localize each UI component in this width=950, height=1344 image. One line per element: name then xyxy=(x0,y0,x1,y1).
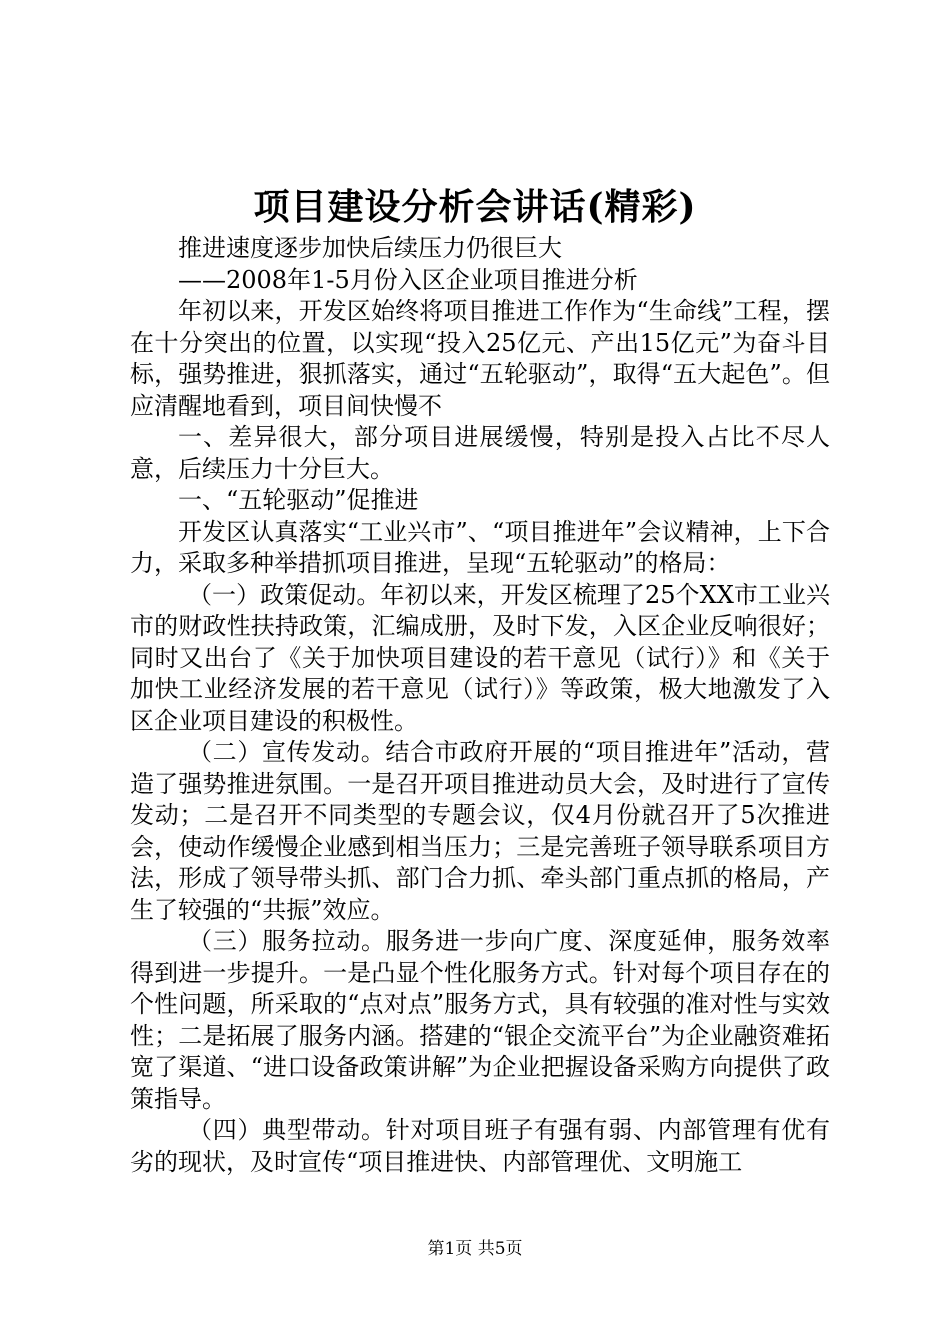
paragraph: （二）宣传发动。结合市政府开展的“项目推进年”活动，营造了强势推进氛围。一是召开项目推进动员大会，及时进行了宣传发动；二是召开不同类型的专题会议，仅4月份就召开了5次推进会，使动作缓慢企业感到相当压力；三是完善班子领导联系项目方法，形成了领导带头抓、部门合力抓、牵头部门重点抓的格局，产生了较强的“共振”效应。 xyxy=(130,738,830,924)
paragraph-subtitle: 推进速度逐步加快后续压力仍很巨大 xyxy=(178,234,562,262)
paragraph-subtitle-2: ——2008年1-5月份入区企业项目推进分析 xyxy=(178,265,638,294)
paragraph: （三）服务拉动。服务进一步向广度、深度延伸，服务效率得到进一步提升。一是凸显个性化服务方式。针对每个项目存在的个性问题，所采取的“点对点”服务方式，具有较强的准对性与实效性；二是拓展了服务内涵。搭建的“银企交流平台”为企业融资难拓宽了渠道、“进口设备政策讲解”为企业把握设备采购方向提供了政策指导。 xyxy=(130,927,830,1113)
paragraph: 开发区认真落实“工业兴市”、“项目推进年”会议精神，上下合力，采取多种举措抓项目推进，呈现“五轮驱动”的格局： xyxy=(130,517,830,577)
paragraph: （一）政策促动。年初以来，开发区梳理了25个XX市工业兴市的财政性扶持政策，汇编成册，及时下发，入区企业反响很好；同时又出台了《关于加快项目建设的若干意见（试行）》和《关于加快工业经济发展的若干意见（试行）》等政策，极大地激发了入区企业项目建设的积极性。 xyxy=(130,580,830,735)
document-title: 项目建设分析会讲话(精彩) xyxy=(253,186,697,228)
paragraph: （四）典型带动。针对项目班子有强有弱、内部管理有优有劣的现状，及时宣传“项目推进快、内部管理优、文明施工 xyxy=(130,1116,830,1176)
document-body xyxy=(130,233,830,1178)
section-heading: 一、“五轮驱动”促推进 xyxy=(178,486,419,514)
page-footer: 第1页 共5页 xyxy=(427,1239,523,1259)
paragraph: 年初以来，开发区始终将项目推进工作作为“生命线”工程，摆在十分突出的位置，以实现“投入25亿元、产出15亿元”为奋斗目标，强势推进，狠抓落实，通过“五轮驱动”，取得“五大起色”。但应清醒地看到，项目间快慢不 xyxy=(130,297,830,420)
paragraph: 一、差异很大，部分项目进展缓慢，特别是投入占比不尽人意，后续压力十分巨大。 xyxy=(130,423,830,483)
